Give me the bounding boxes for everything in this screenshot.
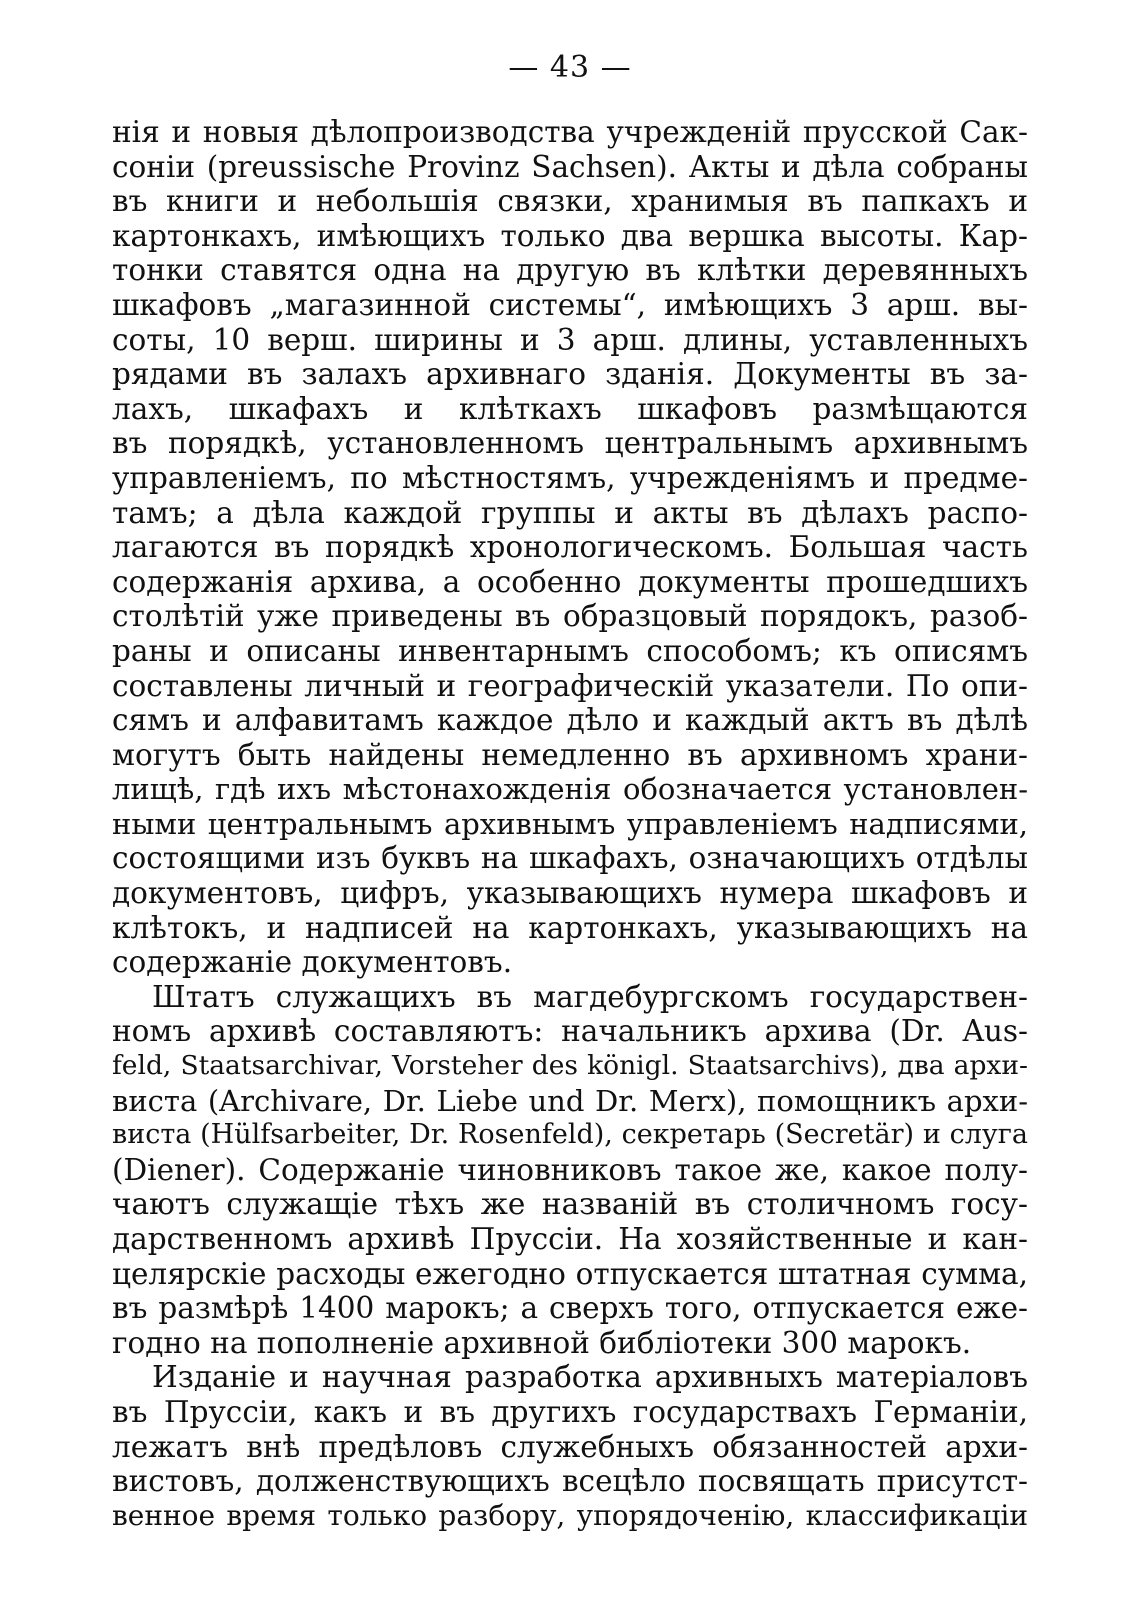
text-line: картонкахъ, имѣющихъ только два вершка высоты. Кар- [112, 218, 1028, 253]
body-text [112, 115, 1028, 1533]
text-line: документовъ, цифръ, указывающихъ нумера шкафовъ и [112, 876, 1028, 911]
text-line: содержаніе документовъ. [112, 945, 513, 980]
page-number: — 43 — [508, 50, 632, 85]
text-line: лежатъ внѣ предѣловъ служебныхъ обязанностей архи- [112, 1429, 1028, 1464]
text-line: вистовъ, долженствующихъ всецѣло посвящать присутст- [112, 1464, 1028, 1499]
text-line: столѣтій уже приведены въ образцовый порядокъ, разоб- [112, 599, 1028, 634]
text-line: содержанія архива, а особенно документы прошедшихъ [112, 564, 1028, 599]
paragraph-3 [112, 1360, 1028, 1533]
text-line: ными центральнымъ архивнымъ управленіемъ надписями, [112, 806, 1028, 841]
text-line: feld, Staatsarchivar, Vorsteher des königl. Staatsarchivs), два архи- [112, 1050, 1028, 1082]
paragraph-1 [112, 115, 1028, 980]
text-line: лищѣ, гдѣ ихъ мѣстонахожденія обозначается установлен- [112, 772, 1028, 807]
text-line: Штатъ служащихъ въ магдебургскомъ государствен- [152, 979, 1028, 1014]
text-line: лахъ, шкафахъ и клѣткахъ шкафовъ размѣщаются [112, 391, 1028, 426]
text-line: лагаются въ порядкѣ хронологическомъ. Большая часть [112, 530, 1028, 565]
text-line: виста (Hülfsarbeiter, Dr. Rosenfeld), секретарь (Secretär) и слуга [112, 1119, 1028, 1151]
text-line: номъ архивѣ составляютъ: начальникъ архива (Dr. Aus- [112, 1014, 1028, 1049]
text-line: раны и описаны инвентарнымъ способомъ; къ описямъ [112, 633, 1028, 668]
text-line: соты, 10 верш. ширины и 3 арш. длины, уставленныхъ [112, 322, 1028, 357]
text-line: состоящими изъ буквъ на шкафахъ, означающихъ отдѣлы [112, 841, 1028, 876]
text-line: шкафовъ „магазинной системы“, имѣющихъ 3 арш. вы- [112, 287, 1028, 322]
text-line: въ порядкѣ, установленномъ центральнымъ архивнымъ [112, 426, 1028, 461]
text-line: составлены личный и географическій указатели. По опи- [112, 668, 1028, 703]
text-line: сямъ и алфавитамъ каждое дѣло и каждый актъ въ дѣлѣ [112, 703, 1028, 738]
text-line: управленіемъ, по мѣстностямъ, учрежденіямъ и предме- [112, 460, 1028, 495]
text-line: виста (Archivare, Dr. Liebe und Dr. Merx), помощникъ архи- [112, 1083, 1028, 1118]
text-line: въ размѣрѣ 1400 марокъ; а сверхъ того, отпускается еже- [112, 1291, 1028, 1326]
text-line: Изданіе и научная разработка архивныхъ матеріаловъ [152, 1360, 1028, 1395]
text-line: рядами въ залахъ архивнаго зданія. Документы въ за- [112, 357, 1028, 392]
text-line: (Diener). Содержаніе чиновниковъ такое же, какое полу- [112, 1152, 1028, 1187]
text-line: соніи (preussische Provinz Sachsen). Акты и дѣла собраны [112, 149, 1028, 184]
text-line: могутъ быть найдены немедленно въ архивномъ храни- [112, 737, 1028, 772]
text-line: тамъ; а дѣла каждой группы и акты въ дѣлахъ распо- [112, 495, 1028, 530]
text-line: въ Пруссіи, какъ и въ другихъ государствахъ Германіи, [112, 1394, 1028, 1429]
text-line: въ книги и небольшія связки, хранимыя въ папкахъ и [112, 184, 1028, 219]
text-line: венное время только разбору, упорядоченію, классификаціи [112, 1498, 1028, 1532]
paragraph-2 [112, 980, 1028, 1361]
text-line: клѣтокъ, и надписей на картонкахъ, указывающихъ на [112, 910, 1028, 945]
text-line: тонки ставятся одна на другую въ клѣтки деревянныхъ [112, 253, 1028, 288]
text-line: дарственномъ архивѣ Пруссіи. На хозяйственные и кан- [112, 1222, 1028, 1256]
text-line: годно на пополненіе архивной библіотеки 300 марокъ. [112, 1325, 972, 1360]
text-line: чаютъ служащіе тѣхъ же названій въ столичномъ госу- [112, 1187, 1028, 1222]
text-line: нія и новыя дѣлопроизводства учрежденій прусской Сак- [112, 115, 1028, 149]
text-line: целярскіе расходы ежегодно отпускается штатная сумма, [112, 1256, 1028, 1291]
